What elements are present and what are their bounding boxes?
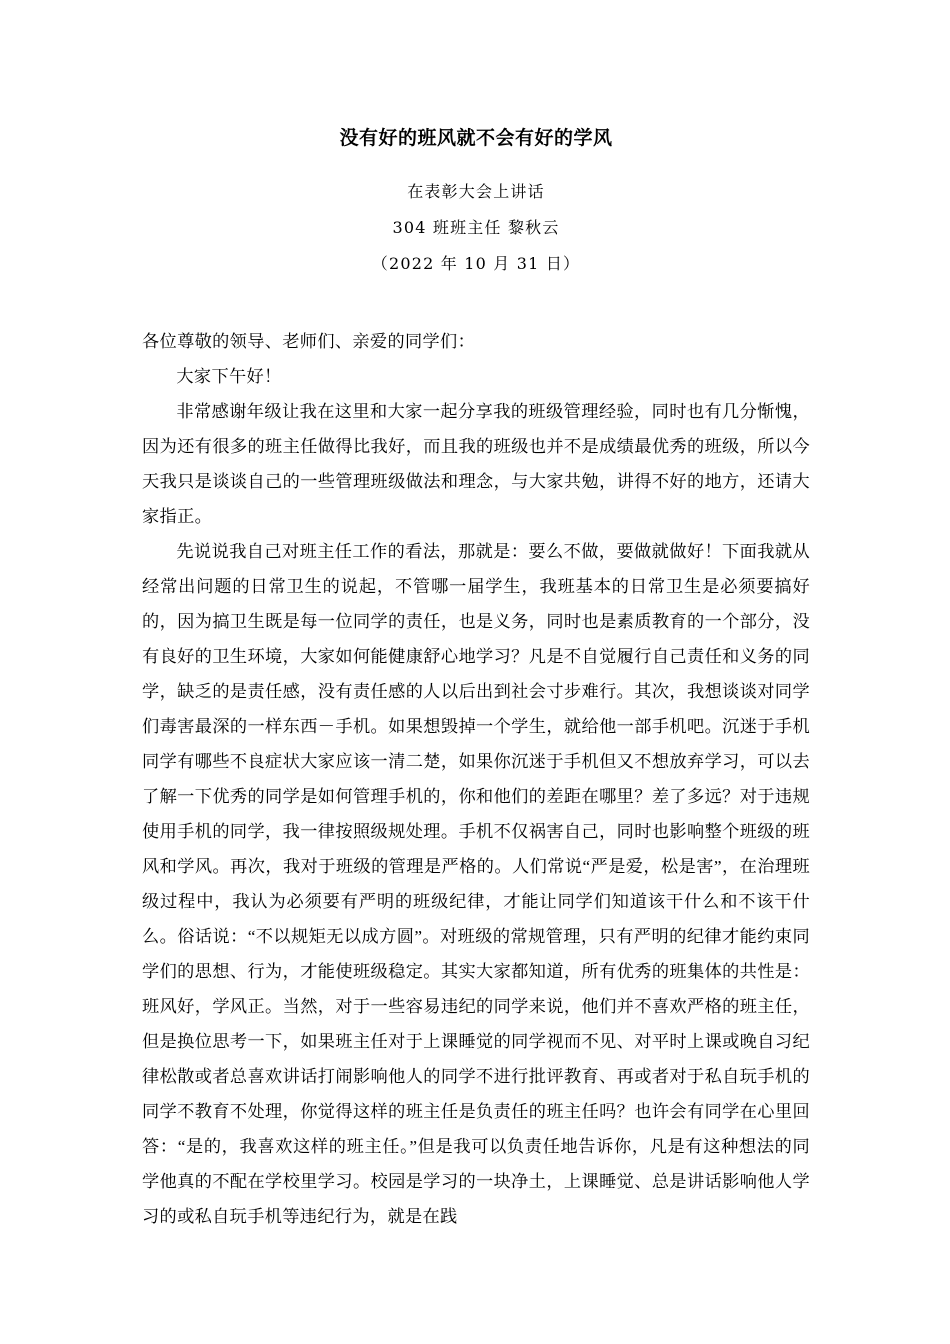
page-title: 没有好的班风就不会有好的学风 [339,128,613,149]
body-block [142,324,810,1234]
subtitle-author: 304 班班主任 黎秋云 [392,218,560,237]
subtitle-occasion: 在表彰大会上讲话 [407,182,545,201]
subtitle-date: （2022 年 10 月 31 日） [371,254,581,273]
paragraph-salutation: 各位尊敬的领导、老师们、亲爱的同学们： [142,332,476,351]
paragraph-greeting: 大家下午好！ [176,367,282,386]
document-body [142,0,810,1234]
paragraph-intro: 非常感谢年级让我在这里和大家一起分享我的班级管理经验，同时也有几分惭愧，因为还有很多的班主任做得比我好，而且我的班级也并不是成绩最优秀的班级，所以今天我只是谈谈自己的一些管理班级做法和理念，与大家共勉，讲得不好的地方，还请大家指正。 [142,402,810,526]
paragraph-main-body: 先说说我自己对班主任工作的看法，那就是：要么不做，要做就做好！下面我就从经常出问题的日常卫生的说起，不管哪一届学生，我班基本的日常卫生是必须要搞好的，因为搞卫生既是每一位同学的责任，也是义务，同时也是素质教育的一个部分，没有良好的卫生环境，大家如何能健康舒心地学习？凡是不自觉履行自己责任和义务的同学，缺乏的是责任感，没有责任感的人以后出到社会寸步难行。其次，我想谈谈对同学们毒害最深的一样东西－手机。如果想毁掉一个学生，就给他一部手机吧。沉迷于手机同学有哪些不良症状大家应该一清二楚，如果你沉迷于手机但又不想放弃学习，可以去了解一下优秀的同学是如何管理手机的，你和他们的差距在哪里？差了多远？对于违规使用手机的同学，我一律按照级规处理。手机不仅祸害自己，同时也影响整个班级的班风和学风。再次，我对于班级的管理是严格的。人们常说“严是爱，松是害”，在治理班级过程中，我认为必须要有严明的班级纪律，才能让同学们知道该干什么和不该干什么。俗话说：“不以规矩无以成方圆”。对班级的常规管理，只有严明的纪律才能约束同学们的思想、行为，才能使班级稳定。其实大家都知道，所有优秀的班集体的共性是：班风好，学风正。当然，对于一些容易违纪的同学来说，他们并不喜欢严格的班主任，但是换位思考一下，如果班主任对于上课睡觉的同学视而不见、对平时上课或晚自习纪律松散或者总喜欢讲话打闹影响他人的同学不进行批评教育、再或者对于私自玩手机的同学不教育不处理，你觉得这样的班主任是负责任的班主任吗？也许会有同学在心里回答：“是的，我喜欢这样的班主任。”但是我可以负责任地告诉你，凡是有这种想法的同学他真的不配在学校里学习。校园是学习的一块净土，上课睡觉、总是讲话影响他人学习的或私自玩手机等违纪行为，就是在践 [142,542,810,1226]
title-block [142,124,810,282]
